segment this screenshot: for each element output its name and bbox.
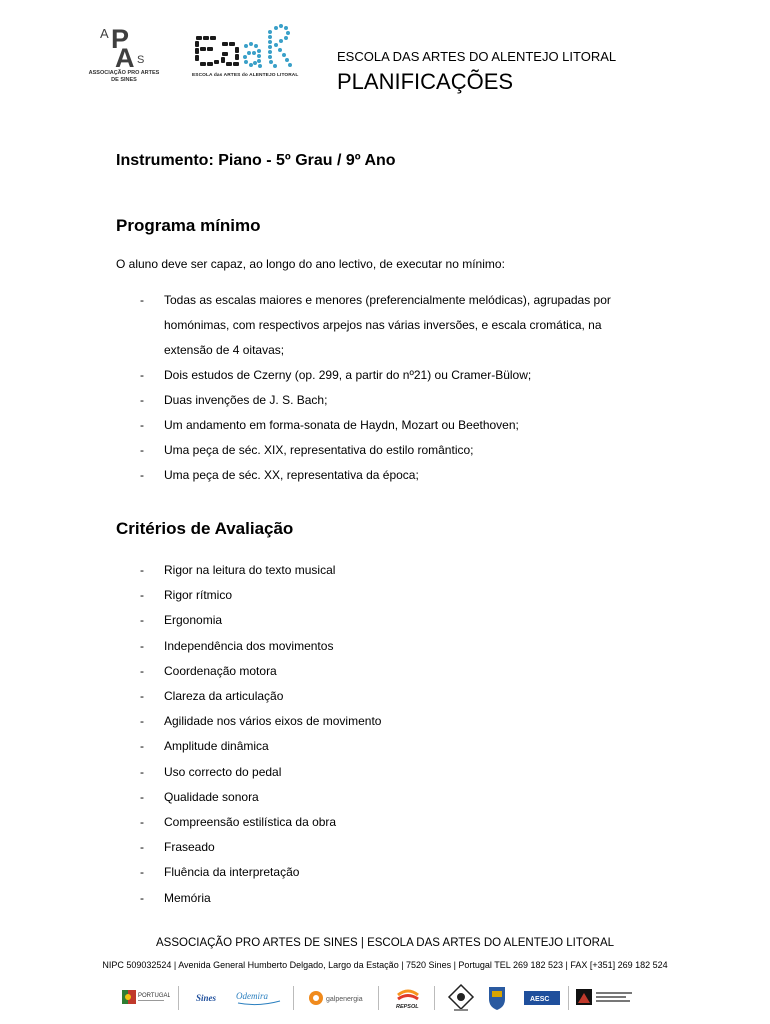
criterio-item: - Uso correcto do pedal bbox=[140, 760, 660, 785]
criterio-item: - Amplitude dinâmica bbox=[140, 734, 660, 759]
odemira-logo bbox=[234, 982, 286, 1014]
programa-item: - Uma peça de séc. XX, representativa da época; bbox=[140, 463, 660, 488]
sponsor-logos-bar bbox=[118, 982, 648, 1014]
galp-logo-text: galpenergia bbox=[326, 996, 363, 1003]
emblem-logo bbox=[444, 982, 478, 1014]
criterio-item: - Coordenação motora bbox=[140, 659, 660, 684]
criterio-item: - Memória bbox=[140, 886, 660, 911]
sponsor-divider bbox=[378, 986, 379, 1010]
programa-item-continuation: extensão de 4 oitavas; bbox=[164, 343, 285, 357]
criterio-item: - Agilidade nos vários eixos de movimento bbox=[140, 709, 660, 734]
eaal-logo-caption: ESCOLA das ARTES do ALENTEJO LITORAL bbox=[192, 73, 299, 78]
apas-logo-letters bbox=[94, 24, 154, 73]
programa-item: - Um andamento em forma-sonata de Haydn, Mozart ou Beethoven; bbox=[140, 413, 660, 438]
programa-minimo-title: Programa mínimo bbox=[116, 216, 261, 235]
programa-item-continuation: homónimas, com respectivos arpejos nas várias inversões, e escala cromática, na bbox=[164, 318, 602, 332]
instrument-title: Instrumento: Piano - 5º Grau / 9º Ano bbox=[116, 152, 396, 169]
footer-organization-line: ASSOCIAÇÃO PRO ARTES DE SINES | ESCOLA DAS ARTES DO ALENTEJO LITORAL bbox=[155, 937, 615, 949]
apas-letter-s: S bbox=[137, 54, 145, 66]
criterio-item: - Rigor na leitura do texto musical bbox=[140, 558, 660, 583]
aesc-logo bbox=[522, 982, 562, 1014]
aesc-logo-text: AESC bbox=[530, 996, 550, 1003]
programa-item: - Duas invenções de J. S. Bach; bbox=[140, 388, 660, 413]
apas-letter-a-small: A bbox=[100, 26, 109, 41]
criterio-item: - Rigor rítmico bbox=[140, 583, 660, 608]
criterio-item: - Fraseado bbox=[140, 835, 660, 860]
agrupamento-escolas-logo bbox=[574, 982, 644, 1014]
apas-letter-a: A bbox=[115, 43, 135, 73]
criterios-avaliacao-title: Critérios de Avaliação bbox=[116, 519, 294, 538]
odemira-logo-text: Odemira bbox=[236, 991, 268, 1001]
sponsor-divider bbox=[568, 986, 569, 1010]
criterio-item: - Compreensão estilística da obra bbox=[140, 810, 660, 835]
programa-item: - Dois estudos de Czerny (op. 299, a partir do nº21) ou Cramer-Bülow; bbox=[140, 363, 660, 388]
criterio-item: - Qualidade sonora bbox=[140, 785, 660, 810]
portugal-logo-text: PORTUGAL bbox=[138, 993, 170, 999]
portugal-logo bbox=[118, 982, 170, 1014]
criterio-item: - Ergonomia bbox=[140, 608, 660, 633]
apas-letter-p: P bbox=[111, 24, 130, 54]
criterios-list bbox=[140, 558, 660, 911]
programa-intro: O aluno deve ser capaz, ao longo do ano lectivo, de executar no mínimo: bbox=[116, 257, 505, 271]
programa-item: - Todas as escalas maiores e menores (preferencialmente melódicas), agrupadas por bbox=[140, 288, 660, 313]
school-name: ESCOLA DAS ARTES DO ALENTEJO LITORAL bbox=[337, 49, 617, 64]
repsol-logo-text: REPSOL bbox=[396, 1004, 419, 1010]
eaal-wordmark-graphic bbox=[192, 22, 296, 72]
programa-list bbox=[140, 288, 660, 488]
galp-energia-logo bbox=[306, 982, 370, 1014]
sponsor-divider bbox=[434, 986, 435, 1010]
repsol-logo bbox=[390, 982, 426, 1014]
sponsor-divider bbox=[178, 986, 179, 1010]
apas-logo bbox=[84, 24, 164, 88]
programa-item: - Uma peça de séc. XIX, representativa do estilo romântico; bbox=[140, 438, 660, 463]
footer-contact-line: NIPC 509032524 | Avenida General Humberto Delgado, Largo da Estação | 7520 Sines | Portugal TEL 269 182 523 | FAX [+351] 269 182 524 bbox=[102, 960, 668, 970]
criterio-item: - Fluência da interpretação bbox=[140, 860, 660, 885]
sponsor-divider bbox=[293, 986, 294, 1010]
criterio-item: - Clareza da articulação bbox=[140, 684, 660, 709]
coat-of-arms-logo bbox=[484, 982, 510, 1014]
sines-logo bbox=[192, 982, 230, 1014]
document-heading: PLANIFICAÇÕES bbox=[337, 69, 514, 94]
criterio-item: - Independência dos movimentos bbox=[140, 634, 660, 659]
eaal-logo bbox=[192, 22, 299, 84]
apas-caption-line2: DE SINES bbox=[111, 77, 137, 83]
sines-logo-text: Sines bbox=[196, 993, 217, 1003]
apas-logo-caption bbox=[84, 70, 164, 84]
apas-caption-line1: ASSOCIAÇÃO PRO ARTES bbox=[88, 70, 160, 76]
